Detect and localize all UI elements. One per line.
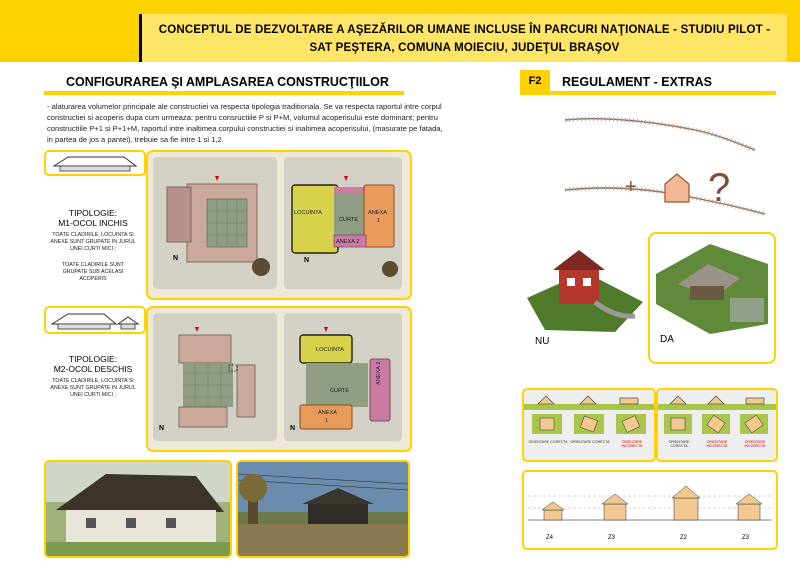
plan2b-anexa1-label: ANEXA — [318, 410, 337, 416]
orient-label-3: ORIENTARE INCORECTA — [621, 440, 643, 449]
da-example — [648, 232, 776, 364]
orientation-panel-1 — [522, 388, 656, 462]
da-label: DA — [660, 334, 674, 345]
plan2a-drawing — [153, 313, 277, 441]
right-section-title: REGULAMENT - EXTRAS — [562, 75, 712, 89]
zone-label-1: Z4 — [546, 535, 554, 541]
typ2-profile — [44, 306, 146, 334]
concept-sketch-drawing — [525, 102, 775, 228]
plan2b-anexa1-number: 1 — [325, 418, 329, 424]
typ1-profile-drawing — [46, 152, 144, 174]
north-arrow-1b: N — [304, 257, 310, 264]
typ2-profile-drawing — [46, 308, 144, 332]
left-section-title: CONFIGURAREA ŞI AMPLASAREA CONSTRUCŢIILOR — [66, 75, 389, 89]
header-title-box — [139, 14, 787, 62]
nu-example — [525, 232, 645, 360]
photo-village-landscape — [236, 460, 410, 558]
orient-label-6: ORIENTARE INCORECTA — [744, 440, 766, 449]
plan1b-anexa-label: ANEXA — [368, 210, 387, 216]
sheet-badge: F2 — [520, 70, 550, 92]
north-arrow-2a: N — [159, 425, 165, 432]
orientation-panel-2 — [656, 388, 778, 462]
plan2b — [284, 313, 402, 441]
orientation-panel-1-drawing — [524, 390, 654, 436]
photo-traditional-house-image — [46, 462, 230, 556]
orient-label-2: ORIENTARE CORECTA — [570, 440, 610, 444]
plan2b-anexa2-label: ANEXA 2 — [376, 361, 382, 385]
plan1a — [153, 157, 277, 289]
zone-label-3: Z2 — [680, 535, 688, 541]
plan1a-drawing — [153, 157, 277, 289]
nu-label: NU — [535, 336, 550, 347]
plan1b-curte-label: CURTE — [339, 217, 359, 223]
orientation-panel-2-drawing — [658, 390, 776, 436]
zone-label-2: Z3 — [608, 535, 616, 541]
orient-label-5: ORIENTARE INCORECTA — [706, 440, 728, 449]
typ2-title: TIPOLOGIE: M2-OCOL DESCHIS — [53, 354, 133, 374]
photo-traditional-house — [44, 460, 232, 558]
zones-panel-drawing — [524, 472, 776, 532]
question-mark: ? — [708, 166, 731, 210]
plan1b-locuinta-label: LOCUINTA — [294, 210, 322, 216]
plan1b-anexa2-label: ANEXA 2 — [336, 239, 360, 245]
plan1b-drawing — [284, 157, 402, 289]
concept-sketch — [525, 102, 775, 228]
plan1b-anexa-number: 1 — [377, 218, 381, 224]
orient-label-1: ORIENTARE CORECTA — [528, 440, 568, 444]
intro-text: - alaturarea volumelor principale ale constructiei va respecta tipologia traditionala. Se va respecta raportul intre corpul constructiei si acoperis dupa cum urmeaza: pentru consructiile P si P+M, volumul acoperisului este dominant; pentru constructiile P+1 si P+1+M, raportul intre inaltimea corpului constructiei si inaltimea acoperisului, (masurate pe fatada, in partea de jos a pantei), trebuie sa fie intre 1 si 1,2. — [47, 102, 443, 144]
typ2-note-a: TOATE CLADIRILE, LOCUINTA SI ANEXE SUNT GRUPATE IN JURUL UNEI CURTI MICI ; — [50, 378, 136, 398]
plan1b — [284, 157, 402, 289]
left-title-rule — [44, 91, 404, 95]
typ1-profile — [44, 150, 146, 176]
typ1-title: TIPOLOGIE: M1-OCOL INCHIS — [58, 208, 128, 228]
right-title-rule — [520, 91, 776, 95]
orient-label-4: ORIENTARE CORECTA — [668, 440, 690, 449]
plan2a — [153, 313, 277, 441]
typ1-note-a: TOATE CLADIRILE, LOCUINTA SI ANEXE SUNT GRUPATE IN JURUL UNEI CURTI MICI ; — [50, 232, 136, 252]
header-title-line1: CONCEPTUL DE DEZVOLTARE A AŞEZĂRILOR UMANE INCLUSE ÎN PARCURI NAŢIONALE - STUDIU PILOT - — [158, 24, 771, 36]
zone-label-4: Z3 — [742, 535, 750, 541]
plan2b-curte-label: CURTE — [330, 388, 350, 394]
plan2b-drawing — [284, 313, 402, 441]
north-arrow-2b: N — [290, 425, 296, 432]
north-arrow-1a: N — [173, 255, 179, 262]
typ1-note-b: TOATE CLADIRILE SUNT GRUPATE SUB ACELASI ACOPERIS — [62, 262, 124, 282]
zones-panel — [522, 470, 778, 550]
header-title-line2: SAT PEŞTERA, COMUNA MOIECIU, JUDEŢUL BRAŞOV — [309, 42, 620, 54]
plus-sign: + — [625, 176, 637, 198]
plan2b-locuinta-label: LOCUINTA — [316, 347, 344, 353]
photo-village-landscape-image — [238, 462, 408, 556]
